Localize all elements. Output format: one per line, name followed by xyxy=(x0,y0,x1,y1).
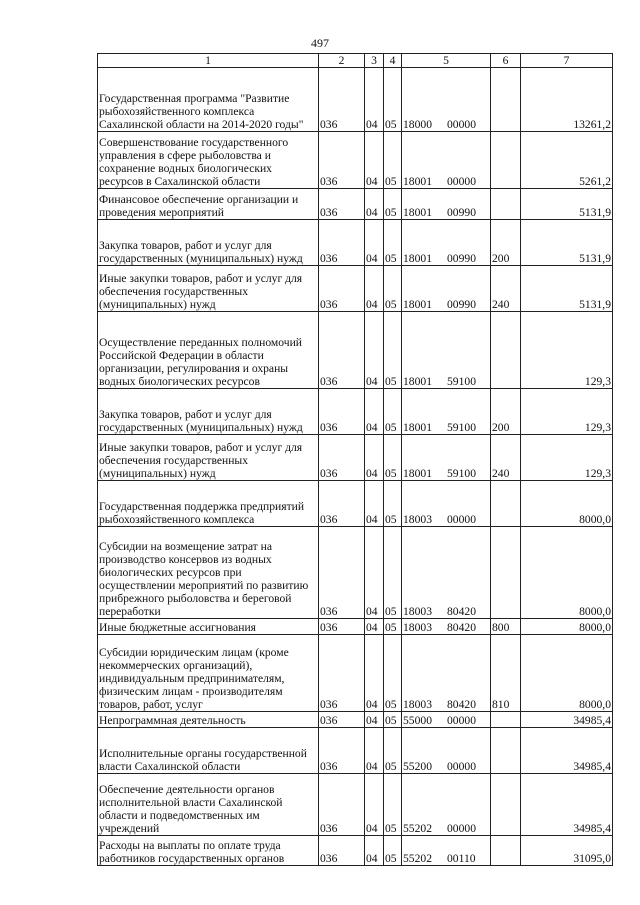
ministry-code-cell: 036 xyxy=(319,712,365,728)
section-code-cell: 04 xyxy=(365,189,384,220)
subsection-code-cell: 05 xyxy=(384,527,402,619)
row-name-cell: Субсидии на возмещение затрат на производство консервов из водных биологических ресурсов при осуществлении мероприятий по развитию прибрежного рыболовства и береговой переработки xyxy=(98,527,319,619)
subsection-code-cell: 05 xyxy=(384,220,402,266)
subsection-code-cell: 05 xyxy=(384,132,402,189)
expense-type-cell xyxy=(491,527,521,619)
amount-cell: 8000,0 xyxy=(521,635,613,712)
expense-type-cell xyxy=(491,774,521,836)
ministry-code-cell: 036 xyxy=(319,68,365,132)
budget-table xyxy=(97,53,613,866)
row-name-cell: Осуществление переданных полномочий Российской Федерации в области организации, регулирования и охраны водных биологических ресурсов xyxy=(98,312,319,389)
row-name-cell: Субсидии юридическим лицам (кроме некоммерческих организаций), индивидуальным предпринимателям, физическим лицам - производителям товаров, работ, услуг xyxy=(98,635,319,712)
amount-cell: 5131,9 xyxy=(521,220,613,266)
amount-cell: 129,3 xyxy=(521,435,613,481)
row-name-cell: Закупка товаров, работ и услуг для государственных (муниципальных) нужд xyxy=(98,389,319,435)
table-row xyxy=(98,435,613,481)
expense-type-cell xyxy=(491,68,521,132)
expense-type-cell: 800 xyxy=(491,619,521,635)
target-article-part: 00000 xyxy=(447,175,476,188)
target-article-part: 80420 xyxy=(447,621,476,634)
subsection-code-cell: 05 xyxy=(384,728,402,774)
target-article-part: 18003 xyxy=(403,513,432,526)
section-code-cell: 04 xyxy=(365,68,384,132)
subsection-code-cell: 05 xyxy=(384,312,402,389)
target-article-part: 18001 xyxy=(403,252,432,265)
table-row xyxy=(98,712,613,728)
expense-type-cell xyxy=(491,189,521,220)
table-row xyxy=(98,220,613,266)
amount-cell: 129,3 xyxy=(521,389,613,435)
subsection-code-cell: 05 xyxy=(384,836,402,866)
section-code-cell: 04 xyxy=(365,619,384,635)
table-row xyxy=(98,481,613,527)
section-code-cell: 04 xyxy=(365,312,384,389)
amount-cell: 34985,4 xyxy=(521,712,613,728)
amount-cell: 129,3 xyxy=(521,312,613,389)
target-article-part: 80420 xyxy=(447,605,476,618)
table-row xyxy=(98,728,613,774)
column-header: 6 xyxy=(491,54,521,68)
expense-type-cell xyxy=(491,481,521,527)
target-article-cell xyxy=(402,132,491,189)
subsection-code-cell: 05 xyxy=(384,189,402,220)
section-code-cell: 04 xyxy=(365,435,384,481)
row-name-cell: Государственная поддержка предприятий рыбохозяйственного комплекса xyxy=(98,481,319,527)
row-name-cell: Обеспечение деятельности органов исполнительной власти Сахалинской области и подведомственных им учреждений xyxy=(98,774,319,836)
column-header: 2 xyxy=(319,54,365,68)
section-code-cell: 04 xyxy=(365,728,384,774)
table-row xyxy=(98,312,613,389)
expense-type-cell xyxy=(491,836,521,866)
amount-cell: 34985,4 xyxy=(521,774,613,836)
ministry-code-cell: 036 xyxy=(319,435,365,481)
subsection-code-cell: 05 xyxy=(384,712,402,728)
table-row xyxy=(98,189,613,220)
row-name-cell: Иные закупки товаров, работ и услуг для обеспечения государственных (муниципальных) нужд xyxy=(98,266,319,312)
section-code-cell: 04 xyxy=(365,635,384,712)
row-name-cell: Иные бюджетные ассигнования xyxy=(98,619,319,635)
target-article-part: 55200 xyxy=(403,760,432,773)
expense-type-cell xyxy=(491,132,521,189)
target-article-cell xyxy=(402,635,491,712)
ministry-code-cell: 036 xyxy=(319,836,365,866)
amount-cell: 8000,0 xyxy=(521,481,613,527)
ministry-code-cell: 036 xyxy=(319,220,365,266)
target-article-part: 18001 xyxy=(403,467,432,480)
subsection-code-cell: 05 xyxy=(384,68,402,132)
table-row xyxy=(98,68,613,132)
amount-cell: 34985,4 xyxy=(521,728,613,774)
table-row xyxy=(98,774,613,836)
target-article-cell xyxy=(402,68,491,132)
section-code-cell: 04 xyxy=(365,481,384,527)
target-article-cell xyxy=(402,527,491,619)
target-article-part: 55202 xyxy=(403,852,432,865)
expense-type-cell xyxy=(491,312,521,389)
target-article-part: 18003 xyxy=(403,605,432,618)
target-article-cell xyxy=(402,619,491,635)
target-article-part: 18001 xyxy=(403,421,432,434)
amount-cell: 5131,9 xyxy=(521,189,613,220)
target-article-cell xyxy=(402,266,491,312)
target-article-cell xyxy=(402,712,491,728)
row-name-cell: Совершенствование государственного управления в сфере рыболовства и сохранение водных биологических ресурсов в Сахалинской области xyxy=(98,132,319,189)
amount-cell: 8000,0 xyxy=(521,619,613,635)
target-article-part: 18001 xyxy=(403,375,432,388)
section-code-cell: 04 xyxy=(365,712,384,728)
ministry-code-cell: 036 xyxy=(319,389,365,435)
target-article-part: 59100 xyxy=(447,467,476,480)
target-article-cell xyxy=(402,728,491,774)
page-number: 497 xyxy=(311,36,329,50)
row-name-cell: Исполнительные органы государственной власти Сахалинской области xyxy=(98,728,319,774)
target-article-cell xyxy=(402,220,491,266)
expense-type-cell xyxy=(491,712,521,728)
amount-cell: 31095,0 xyxy=(521,836,613,866)
row-name-cell: Иные закупки товаров, работ и услуг для обеспечения государственных (муниципальных) нужд xyxy=(98,435,319,481)
subsection-code-cell: 05 xyxy=(384,774,402,836)
target-article-part: 18000 xyxy=(403,118,432,131)
column-header: 3 xyxy=(365,54,384,68)
ministry-code-cell: 036 xyxy=(319,312,365,389)
table-header-row xyxy=(98,54,613,68)
ministry-code-cell: 036 xyxy=(319,619,365,635)
target-article-part: 18003 xyxy=(403,621,432,634)
table-row xyxy=(98,619,613,635)
target-article-part: 00000 xyxy=(447,513,476,526)
column-header: 1 xyxy=(98,54,319,68)
target-article-part: 18003 xyxy=(403,698,432,711)
expense-type-cell xyxy=(491,728,521,774)
subsection-code-cell: 05 xyxy=(384,481,402,527)
amount-cell: 13261,2 xyxy=(521,68,613,132)
expense-type-cell: 240 xyxy=(491,266,521,312)
subsection-code-cell: 05 xyxy=(384,435,402,481)
table-row xyxy=(98,389,613,435)
section-code-cell: 04 xyxy=(365,774,384,836)
subsection-code-cell: 05 xyxy=(384,619,402,635)
section-code-cell: 04 xyxy=(365,836,384,866)
column-header: 7 xyxy=(521,54,613,68)
ministry-code-cell: 036 xyxy=(319,132,365,189)
column-header: 5 xyxy=(402,54,491,68)
target-article-part: 18001 xyxy=(403,206,432,219)
expense-type-cell: 200 xyxy=(491,220,521,266)
expense-type-cell: 240 xyxy=(491,435,521,481)
amount-cell: 5261,2 xyxy=(521,132,613,189)
subsection-code-cell: 05 xyxy=(384,635,402,712)
row-name-cell: Финансовое обеспечение организации и проведения мероприятий xyxy=(98,189,319,220)
amount-cell: 8000,0 xyxy=(521,527,613,619)
section-code-cell: 04 xyxy=(365,220,384,266)
row-name-cell: Непрограммная деятельность xyxy=(98,712,319,728)
target-article-part: 80420 xyxy=(447,698,476,711)
ministry-code-cell: 036 xyxy=(319,527,365,619)
table-row xyxy=(98,132,613,189)
ministry-code-cell: 036 xyxy=(319,266,365,312)
row-name-cell: Государственная программа "Развитие рыбохозяйственного комплекса Сахалинской области на 2014-2020 годы" xyxy=(98,68,319,132)
target-article-cell xyxy=(402,312,491,389)
target-article-cell xyxy=(402,389,491,435)
target-article-cell xyxy=(402,435,491,481)
expense-type-cell: 810 xyxy=(491,635,521,712)
target-article-part: 00990 xyxy=(447,298,476,311)
target-article-part: 00000 xyxy=(447,714,476,727)
target-article-part: 55202 xyxy=(403,822,432,835)
expense-type-cell: 200 xyxy=(491,389,521,435)
table-row xyxy=(98,527,613,619)
target-article-part: 18001 xyxy=(403,298,432,311)
amount-cell: 5131,9 xyxy=(521,266,613,312)
target-article-part: 18001 xyxy=(403,175,432,188)
subsection-code-cell: 05 xyxy=(384,389,402,435)
table-row xyxy=(98,635,613,712)
ministry-code-cell: 036 xyxy=(319,635,365,712)
ministry-code-cell: 036 xyxy=(319,481,365,527)
target-article-part: 00990 xyxy=(447,252,476,265)
row-name-cell: Расходы на выплаты по оплате труда работников государственных органов xyxy=(98,836,319,866)
subsection-code-cell: 05 xyxy=(384,266,402,312)
ministry-code-cell: 036 xyxy=(319,189,365,220)
target-article-cell xyxy=(402,836,491,866)
target-article-part: 00110 xyxy=(447,852,476,865)
row-name-cell: Закупка товаров, работ и услуг для государственных (муниципальных) нужд xyxy=(98,220,319,266)
ministry-code-cell: 036 xyxy=(319,728,365,774)
target-article-part: 55000 xyxy=(403,714,432,727)
target-article-part: 00000 xyxy=(447,118,476,131)
target-article-cell xyxy=(402,189,491,220)
ministry-code-cell: 036 xyxy=(319,774,365,836)
target-article-cell xyxy=(402,481,491,527)
target-article-cell xyxy=(402,774,491,836)
target-article-part: 59100 xyxy=(447,421,476,434)
target-article-part: 00000 xyxy=(447,760,476,773)
section-code-cell: 04 xyxy=(365,389,384,435)
target-article-part: 00000 xyxy=(447,822,476,835)
target-article-part: 00990 xyxy=(447,206,476,219)
table-row xyxy=(98,266,613,312)
target-article-part: 59100 xyxy=(447,375,476,388)
section-code-cell: 04 xyxy=(365,132,384,189)
column-header: 4 xyxy=(384,54,402,68)
section-code-cell: 04 xyxy=(365,266,384,312)
section-code-cell: 04 xyxy=(365,527,384,619)
table-row xyxy=(98,836,613,866)
